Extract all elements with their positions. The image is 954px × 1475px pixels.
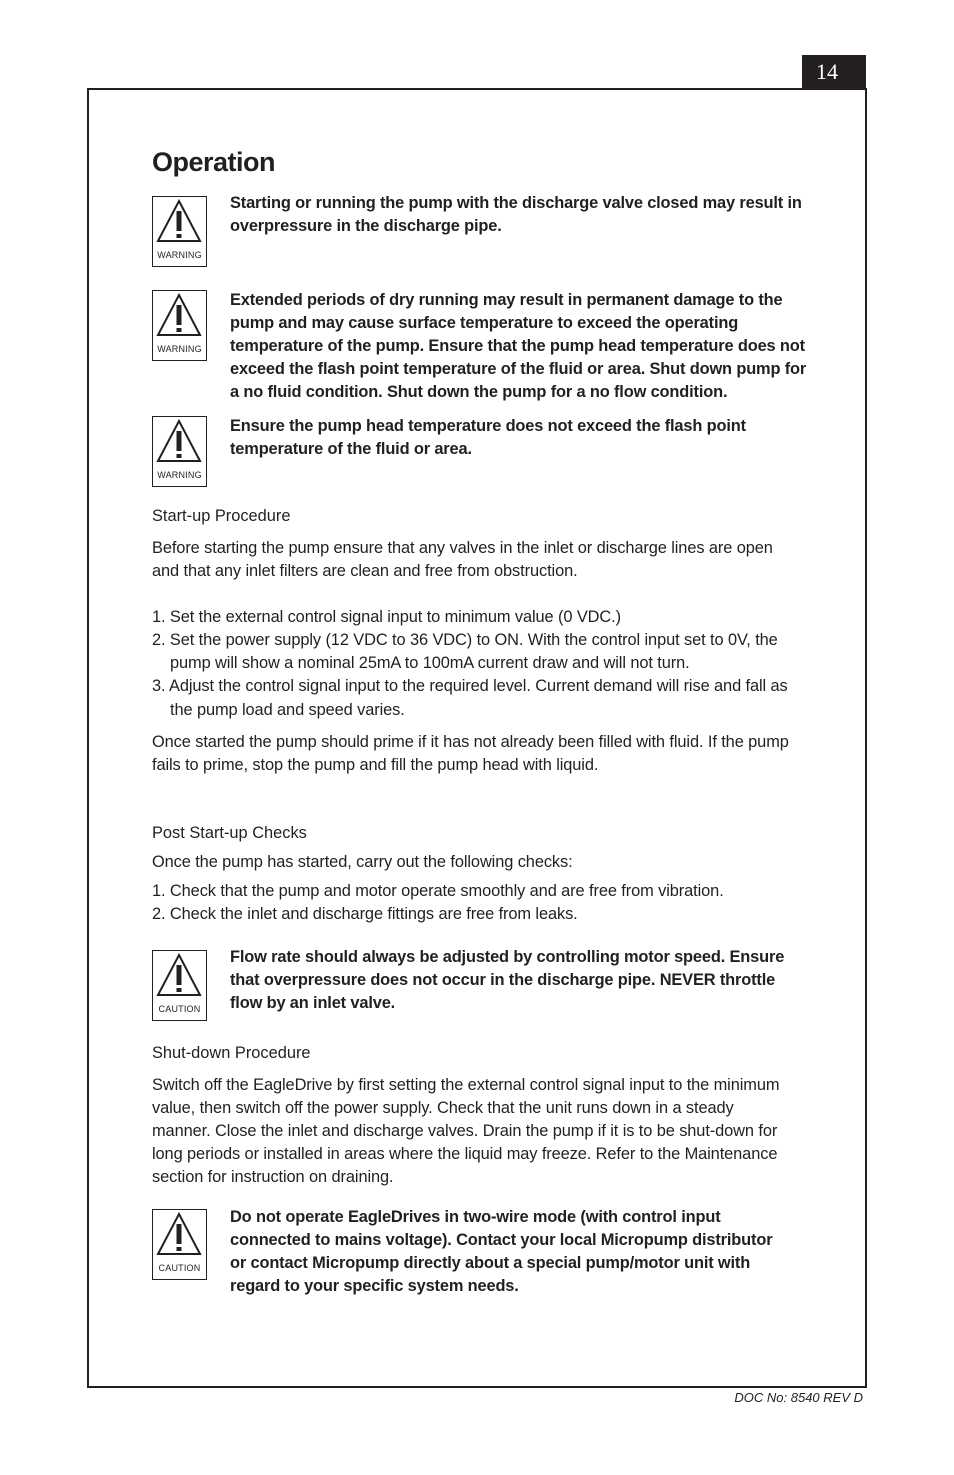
startup-intro: Before starting the pump ensure that any valves in the inlet or discharge lines are open and that any inlet filters are clean and free from obstruction. bbox=[152, 539, 773, 580]
warning-label: WARNING bbox=[157, 470, 202, 480]
caution-icon bbox=[152, 950, 207, 1021]
warning-text: Extended periods of dry running may result in permanent damage to the pump and may cause surface temperature to exceed the operating temperature of the pump. Ensure that the pump head temperature does not exceed the flash point temperature of the fluid or area. Shut down pump for a no fluid condition. Shut down the pump for a no flow condition. bbox=[230, 291, 807, 401]
caution-text: Do not operate EagleDrives in two-wire mode (with control input connected to mains voltage). Contact your local Micropump distributor or contact Micropump directly about a special pump/motor unit with regard to your specific system needs. bbox=[230, 1208, 773, 1295]
shutdown-text: Switch off the EagleDrive by first setting the external control signal input to the minimum value, then switch off the power supply. Check that the unit runs down in a steady manner. Close the inlet and discharge valves. Drain the pump if it is to be shut-down for long periods or installed in areas where the liquid may freeze. Refer to the Maintenance section for instruction on draining. bbox=[152, 1076, 780, 1186]
warning-text: Ensure the pump head temperature does not exceed the flash point temperature of the fluid or area. bbox=[230, 417, 746, 458]
startup-outro: Once started the pump should prime if it has not already been filled with fluid. If the pump fails to prime, stop the pump and fill the pump head with liquid. bbox=[152, 733, 789, 774]
startup-heading: Start-up Procedure bbox=[152, 507, 291, 525]
list-item-continuation: pump will show a nominal 25mA to 100mA current draw and will not turn. bbox=[170, 654, 690, 672]
caution-label: CAUTION bbox=[158, 1263, 201, 1273]
list-item-text: 3. Adjust the control signal input to the required level. Current demand will rise and fall as bbox=[152, 677, 788, 695]
list-item-continuation: the pump load and speed varies. bbox=[170, 701, 405, 719]
caution-label: CAUTION bbox=[158, 1004, 201, 1014]
warning-icon bbox=[152, 416, 207, 487]
post-checks-intro: Once the pump has started, carry out the following checks: bbox=[152, 853, 573, 871]
caution-text: Flow rate should always be adjusted by controlling motor speed. Ensure that overpressure does not occur in the discharge pipe. NEVER throttle flow by an inlet valve. bbox=[230, 948, 785, 1012]
list-item: 1. Check that the pump and motor operate smoothly and are free from vibration. bbox=[152, 882, 724, 900]
page-number: 14 bbox=[802, 55, 866, 89]
warning-text: Starting or running the pump with the discharge valve closed may result in overpressure in the discharge pipe. bbox=[230, 194, 802, 235]
shutdown-heading: Shut-down Procedure bbox=[152, 1044, 311, 1062]
list-item-text: 2. Set the power supply (12 VDC to 36 VDC) to ON. With the control input set to 0V, the bbox=[152, 631, 778, 649]
document-number: DOC No: 8540 REV D bbox=[734, 1390, 863, 1405]
warning-label: WARNING bbox=[157, 344, 202, 354]
list-item: 2. Check the inlet and discharge fittings are free from leaks. bbox=[152, 905, 578, 923]
caution-icon bbox=[152, 1209, 207, 1280]
list-item-text: 1. Set the external control signal input to minimum value (0 VDC.) bbox=[152, 608, 621, 626]
warning-icon bbox=[152, 290, 207, 361]
warning-label: WARNING bbox=[157, 250, 202, 260]
post-checks-heading: Post Start-up Checks bbox=[152, 824, 307, 842]
page-title: Operation bbox=[152, 147, 276, 177]
list-item bbox=[152, 606, 812, 629]
list-item bbox=[152, 675, 812, 722]
warning-icon bbox=[152, 196, 207, 267]
list-item bbox=[152, 629, 812, 675]
